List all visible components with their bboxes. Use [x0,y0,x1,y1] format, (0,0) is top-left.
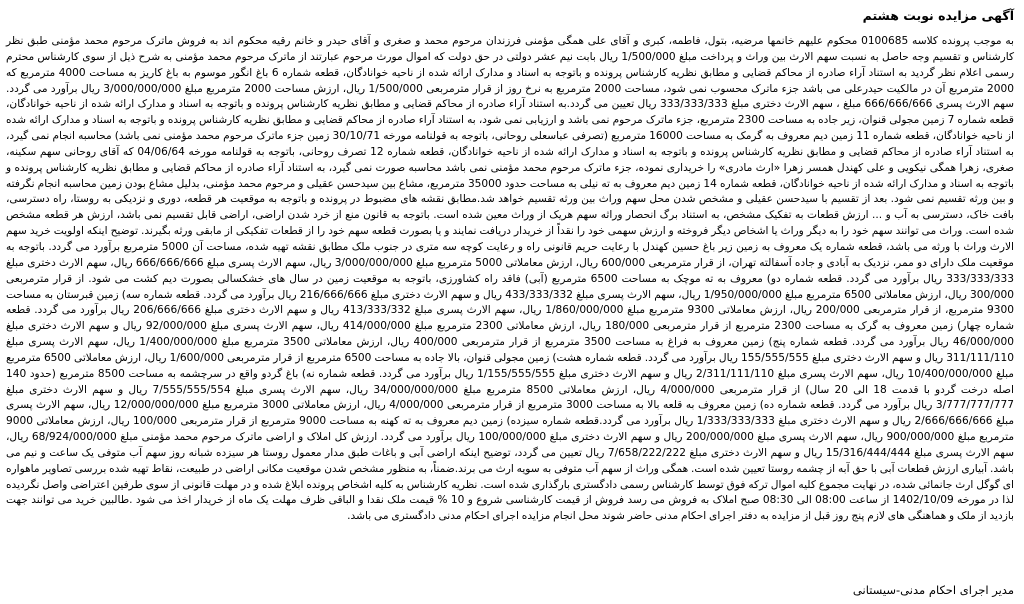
notice-title: آگهی مزایده نوبت هشتم [862,8,1014,23]
notice-signature: مدیر اجرای احکام مدنی-سیستانی [852,583,1014,597]
auction-notice [6,6,1014,600]
notice-body: به موجب پرونده کلاسه 0100685 محکوم علیهم خانمها مرضیه، بتول، فاطمه، کبری و آقای علی همگی مؤمنی فرزندان مرحوم محمد و صغری و آقای حیدر و خانم رقیه محکوم اند به فروش ماترک مرحوم محمد مؤمنی طبق نظر کارشناس و تقسیم وجه حاصل به نسبت سهم الارث بین وراث و پرداخت مبلغ 1/500/000 ریال بابت نیم عشر دولتی در حق دولت که اموال مورث مرحوم عبارتند از ماترک مرحوم محمد مؤمنی به شرح ذیل از سوی کارشناس محترم رسمی اعلام نظر گردید به استناد آراء صادره از محاکم قضایی و مطابق نظریه کارشناس پرونده و باتوجه به اسناد و مدارک ارائه شده از ناحیه خوانادگان، قطعه شماره 6 باغ انگور موسوم به باغ کاریز به مساحت 4000 مترمربع که 2000 مترمربع آن در مالکیت حیدرعلی می باشد جزء ماترک محسوب نمی شود، مساحت 2000 مترمربع به نرخ روز از قرار مترمربعی 1/500/000 ریال، ارزش مساحت 2000 مترمربع مبلغ 3/000/000/000 ریال برآورد می گردد. سهم الارث پسری 666/666/666 مبلغ ، سهم الارث دختری مبلغ 333/333/333 ریال تعیین می گردد.به استناد آراء صادره از محاکم قضایی و مطابق نظریه کارشناس پرونده و باتوجه به اسناد و مدارک ارائه شده از ناحیه خوانادگان، قطعه شماره 7 زمین مجولی قنوان، زیر جاده به مساحت 2300 مترمربع، جزء ماترک مرحوم نمی باشد و ارزیابی نمی شود، به استناد آراء صادره از محاکم قضایی و مطابق نظریه کارشناس پرونده و باتوجه به اسناد و مدارک ارائه شده از ناحیه خوانادگان، قطعه شماره 11 زمین دیم معروف به گرمک به مساحت 16000 مترمربع (تصرفی عباسعلی روحانی، باتوجه به قولنامه مورخه 30/10/71 زمین جزء ماترک مرحوم محمد مؤمنی نمی باشد) محاسبه انجام نمی گیرد، به استناد آراء صادره از محاکم قضایی و مطابق نظریه کارشناس پرونده و باتوجه به اسناد و مدارک ارائه شده از ناحیه خوانادگان، قطعه شماره 12 تصرف روحانی، باتوجه به قولنامه مورخه 04/06/64 که آقای روحانی سهم سکینه، صغری، زهرا همگی نیکویی و علی کهندل همسر زهرا «ارث مادری» را خریداری نموده، جزء ماترک مرحوم محمد مؤمنی نمی باشد محاسبه صورت نمی گیرد، به استناد آراء صادره از محاکم قضایی و مطابق نظریه کارشناس پرونده و باتوجه به اسناد و مدارک ارائه شده از ناحیه خوانادگان، قطعه شماره 14 زمین دیم معروف به ته نیلی به مساحت حدود 35000 مترمربع، مشاع بین سیدحسن عقیلی و مرحوم محمد مؤمنی، بدلیل مشاع بودن زمین محاسبه انجام نگرفته و بین ورثه تقسیم نمی شود. بعد از تقسیم با سیدحسن عقیلی و مشخص شدن محل سهم وراث بین ورثه تقسیم خواهد شد.مطابق نقشه های مضبوط در پرونده و باتوجه به موقعیت هر قطعه، دوری و نزدیکی به روستا، راه دسترسی، بافت خاک، دسترسی به آب و ... ارزش قطعات به تفکیک مشخص، به استناد برگ انحصار وراثه سهم هریک از وراث معین شده است. باتوجه به قانون منع از خرد شدن اراضی، اراضی قابل تقسیم نمی باشد، ارزش هر قطعه مشخص شده است. وراث می توانند سهم خود را به دیگر وراث یا اشخاص دیگر فروخته و ارزش سهمی خود را نقداً از خریدار دریافت نمایند و یا بصورت قطعه سهم خود را از قطعات تفکیکی از مابقی ورثه بگیرند. توضیح اینکه اولویت خرید سهم الارث وراث با ورثه می باشد، قطعه شماره یک معروف به زمین زیر باغ حسین کهندل با رعایت حریم قانونی راه و رعایت کوچه سه متری در جنوب ملک مطابق نقشه تهیه شده، مساحت آن 5000 مترمربع برآورد می گردد. باتوجه به موقعیت ملک دارای دو ممر، نزدیک به آبادی و جاده آسفالته تهران، از قرار مترمربعی 600/000 ریال، ارزش معاملاتی 5000 مترمربع مبلغ 3/000/000/000 ریال، سهم الارث پسری مبلغ 666/666/666 ریال، سهم الارث دختری مبلغ 333/333/333 ریال برآورد می گردد. قطعه شماره دو) معروف به ته موچک به مساحت 6500 مترمربع (آبی) فاقد راه کشاورزی، باتوجه به موقعیت زمین در سال های خشکسالی بصورت دیم کشت می شود. از قرار مترمربعی 300/000 ریال، ارزش معاملاتی 6500 مترمربع مبلغ 1/950/000/000 ریال، سهم الارث پسری مبلغ 433/333/332 ریال و سهم الارث دختری مبلغ 216/666/666 ریال برآورد می گردد. قطعه شماره سه) زمین قبرستان به مساحت 9300 مترمربع، از قرار مترمربعی 200/000 ریال، ارزش معاملاتی 9300 مترمربع مبلغ 1/860/000/000 ریال، سهم الارث پسری مبلغ 413/333/332 ریال و سهم الارث دختری مبلغ 206/666/666 ریال برآورد می گردد. قطعه شماره چهار) زمین معروف به گرک به مساحت 2300 مترمربع از قرار مترمربعی 180/000 ریال، ارزش معاملاتی 2300 مترمربع مبلغ 414/000/000 ریال، سهم الارث پسری مبلغ 92/000/000 ریال و سهم الارث دختری مبلغ 46/000/000 ریال برآورد می گردد. قطعه شماره پنج) زمین معروف به فراغ به مساحت 3500 مترمربع از قرار مترمربعی 400/000 ریال، ارزش معاملاتی 3500 مترمربع مبلغ 1/400/000/000 ریال، سهم الارث پسری مبلغ 311/111/110 ریال و سهم الارث دختری مبلغ 155/555/555 ریال برآورد می گردد. قطعه شماره هشت) زمین مجولی قنوان، بالا جاده به مساحت 6500 مترمربع از قرار مترمربعی 1/600/000 ریال، ارزش معاملاتی 6500 مترمربع مبلغ 10/400/000/000 ریال، سهم الارث پسری مبلغ 2/311/111/110 ریال و سهم الارث دختری مبلغ 1/155/555/555 ریال برآورد می گردد. قطعه شماره نه) باغ گردو واقع در سرچشمه به مساحت 8500 مترمربع (حدود 140 اصله درخت گردو با قدمت 18 الی 20 سال) از قرار مترمربعی 4/000/000 ریال، ارزش معاملاتی 8500 مترمربع مبلغ 34/000/000/000 ریال، سهم الارث پسری مبلغ 7/555/555/554 ریال و سهم الارث دختری مبلغ 3/777/777/777 ریال برآورد می گردد. قطعه شماره ده) زمین معروف به قلعه بالا به مساحت 3000 مترمربع از قرار مترمربعی 4/000/000 ریال، ارزش معاملاتی 3000 مترمربع مبلغ 12/000/000/000 ریال، سهم الارث پسری مبلغ 2/666/666/666 ریال و سهم الارث دختری مبلغ 1/333/333/333 ریال برآورد می گردد.قطعه شماره سیزده) زمین دیم معروف به ته کهنه به مساحت 9000 مترمربع از قرار مترمربعی 100/000 ریال، ارزش معاملاتی 9000 مترمربع مبلغ 900/000/000 ریال، سهم الارث پسری مبلغ 200/000/000 ریال و سهم الارث دختری مبلغ 100/000/000 ریال برآورد می گردد. ارزش کل املاک و اراضی ماترک مرحوم محمد مؤمنی مبلغ 68/924/000/000 ریال، سهم الارث پسری مبلغ 15/316/444/444 ریال و سهم الارث دختری مبلغ 7/658/222/222 ریال تعیین می گردد، توضیح اینکه اراضی آبی و باغات طبق مدار معمول روستا هر سیزده شبانه روز سهم آب متوفی یک ساعت و نیم می باشد. آبیاری ارزش قطعات آبی با حق آبه از چشمه روستا تعیین شده است. همگی وراث از سهم آب متوفی به سویه ارث می برند.ضمناً، به منظور مشخص شدن موقعیت مکانی اراضی در طبیعت، نقاط تهیه شده بررسی تصاویر ماهواره ای گوگل ارث جانمائی شده، در نهایت مجموع کلیه اموال ترکه فوق توسط کارشناس رسمی دادگستری بارگذاری شده است. نظریه کارشناس به کلیه اشخاص پرونده ابلاغ شده و در مهلت قانونی از سوی طرفین اعتراضی واصل نگردیده لذا در مورخه 1402/10/09 از ساعت 08:00 الی 08:30 صبح املاک به فروش می رسد فروش از قیمت کارشناسی شروع و 10 % قیمت ملک نقدا و الباقی ظرف مهلت یک ماه از خریدار اخذ می شود .طالبین خرید می توانند جهت بازدید از ملک و هماهنگی های لازم پنج روز قبل از مزایده به دفتر اجرای احکام مدنی حاضر شوند محل انجام مزایده اجرای احکام مدنی دادگستری می باشد. [6,35,1015,523]
